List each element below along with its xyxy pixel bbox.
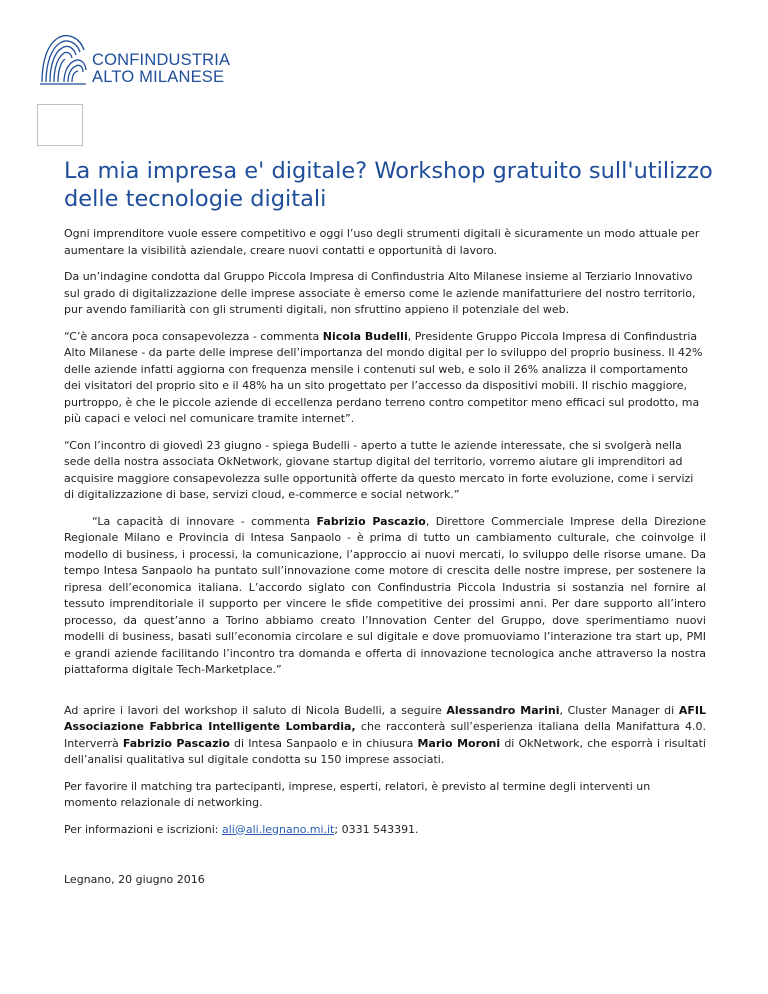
quote-text: “La capacità di innovare - commenta <box>92 514 317 528</box>
page-title: La mia impresa e' digitale? Workshop gratuito sull'utilizzo delle tecnologie digitali <box>64 158 713 212</box>
logo-wordmark <box>92 52 230 86</box>
speaker-name: Mario Moroni <box>417 736 501 750</box>
program-text: Ad aprire i lavori del workshop il saluto di Nicola Budelli, a seguire <box>64 703 447 717</box>
quote-text: , Presidente Gruppo Piccola Impresa di Confindustria Alto Milanese - da parte delle imprese dell’importanza del mondo digital per lo sviluppo del proprio business. Il 42% delle aziende infatti aggiorna con frequenza mensile i contenuti sul web, e solo il 26% analizza il comportamento dei visitatori del proprio sito e il 48% ha un sito progettato per l’accesso da dispositivi mobili. Il rischio maggiore, purtroppo, è che le piccole aziende di eccellenza perdano terreno contro competitor meno efficaci sul prodotto, ma più capaci e veloci nel comunicare tramite internet”. <box>64 329 703 425</box>
spacer <box>64 689 706 703</box>
paragraph-pascazio-quote <box>64 514 706 679</box>
spacer <box>64 848 706 872</box>
speaker-name: Nicola Budelli <box>322 329 408 343</box>
confindustria-logo <box>38 30 268 100</box>
logo-emblem-icon <box>38 30 90 88</box>
program-text: , Cluster Manager di <box>559 703 679 717</box>
dateline: Legnano, 20 giugno 2016 <box>64 873 205 886</box>
speaker-name: Alessandro Marini <box>446 703 560 717</box>
email-link[interactable]: ali@ali.legnano.mi.it <box>222 822 335 836</box>
paragraph-contacts <box>64 822 706 839</box>
program-text: di Intesa Sanpaolo e in chiusura <box>229 736 418 750</box>
organization-name: AFIL Associazione Fabbrica Intelligente Lombardia, <box>64 703 707 733</box>
image-placeholder-box <box>37 104 83 146</box>
quote-text: “C’è ancora poca consapevolezza - commenta <box>64 329 323 343</box>
paragraph-program <box>64 703 706 769</box>
contacts-label: Per informazioni e iscrizioni: <box>64 822 222 836</box>
phone-number: ; 0331 543391. <box>334 822 419 836</box>
paragraph-budelli-quote <box>64 329 706 428</box>
paragraph-networking: Per favorire il matching tra partecipanti, imprese, esperti, relatori, è previsto al termine degli interventi un momento relazionale di networking. <box>64 779 651 809</box>
speaker-name: Fabrizio Pascazio <box>316 514 426 528</box>
paragraph-event: “Con l’incontro di giovedì 23 giugno - spiega Budelli - aperto a tutte le aziende interessate, che si svolgerà nella sede della nostra associata OkNetwork, giovane startup digital del territorio, vorremo aiutare gli imprenditori ad acquisire maggiore consapevolezza sulle opportunità offerte da questo mercato in forte evoluzione, come i servizi di digitalizzazione di base, servizi cloud, e-commerce e social network.” <box>64 438 694 501</box>
program-text: di OkNetwork, che esporrà i risultati dell’analisi qualitativa sul digitale condotta su 150 imprese associati. <box>64 736 706 766</box>
program-text: che racconterà sull’esperienza italiana della Manifattura 4.0. Interverrà <box>64 720 707 750</box>
paragraph-survey: Da un’indagine condotta dal Gruppo Piccola Impresa di Confindustria Alto Milanese insieme al Terziario Innovativo sul grado di digitalizzazione delle imprese associate è emerso come le aziende manifatturiere del nostro territorio, pur avendo familiarità con gli strumenti digitali, non sfruttino appieno il potenziale del web. <box>64 270 696 316</box>
speaker-name: Fabrizio Pascazio <box>122 736 230 750</box>
logo-name-line2: ALTO MILANESE <box>92 68 225 86</box>
article-body <box>64 226 706 899</box>
quote-text: , Direttore Commerciale Imprese della Direzione Regionale Milano e Provincia di Intesa Sanpaolo - è prima di tutto un cambiamento culturale, che coinvolge il modello di business, i processi, la comunicazione, l’approccio ai nuovi mercati, lo sviluppo delle risorse umane. Da tempo Intesa Sanpaolo ha puntato sull’innovazione come motore di crescita delle nostre imprese, per sostenere la ripresa dell’economica italiana. L’accordo siglato con Confindustria Piccola Industria si sostanzia nel fornire al tessuto imprenditoriale il supporto per vincere le sfide competitive dei prossimi anni. Per dare supporto all’intero processo, da quest’anno a Torino abbiamo creato l’Innovation Center del Gruppo, dove sperimentiamo nuovi modelli di business, basati sull’economia circolare e sul digitale e dove promuoviamo l’interazione tra start up, PMI e grandi aziende facilitando l’incontro tra domanda e offerta di innovazione tecnologica anche attraverso la nostra piattaforma digitale Tech-Marketplace.” <box>64 514 706 676</box>
paragraph-intro: Ogni imprenditore vuole essere competitivo e oggi l’uso degli strumenti digitali è sicuramente un modo attuale per aumentare la visibilità aziendale, creare nuovi contatti e opportunità di lavoro. <box>64 227 700 257</box>
logo-name-line1: CONFINDUSTRIA <box>92 51 231 69</box>
